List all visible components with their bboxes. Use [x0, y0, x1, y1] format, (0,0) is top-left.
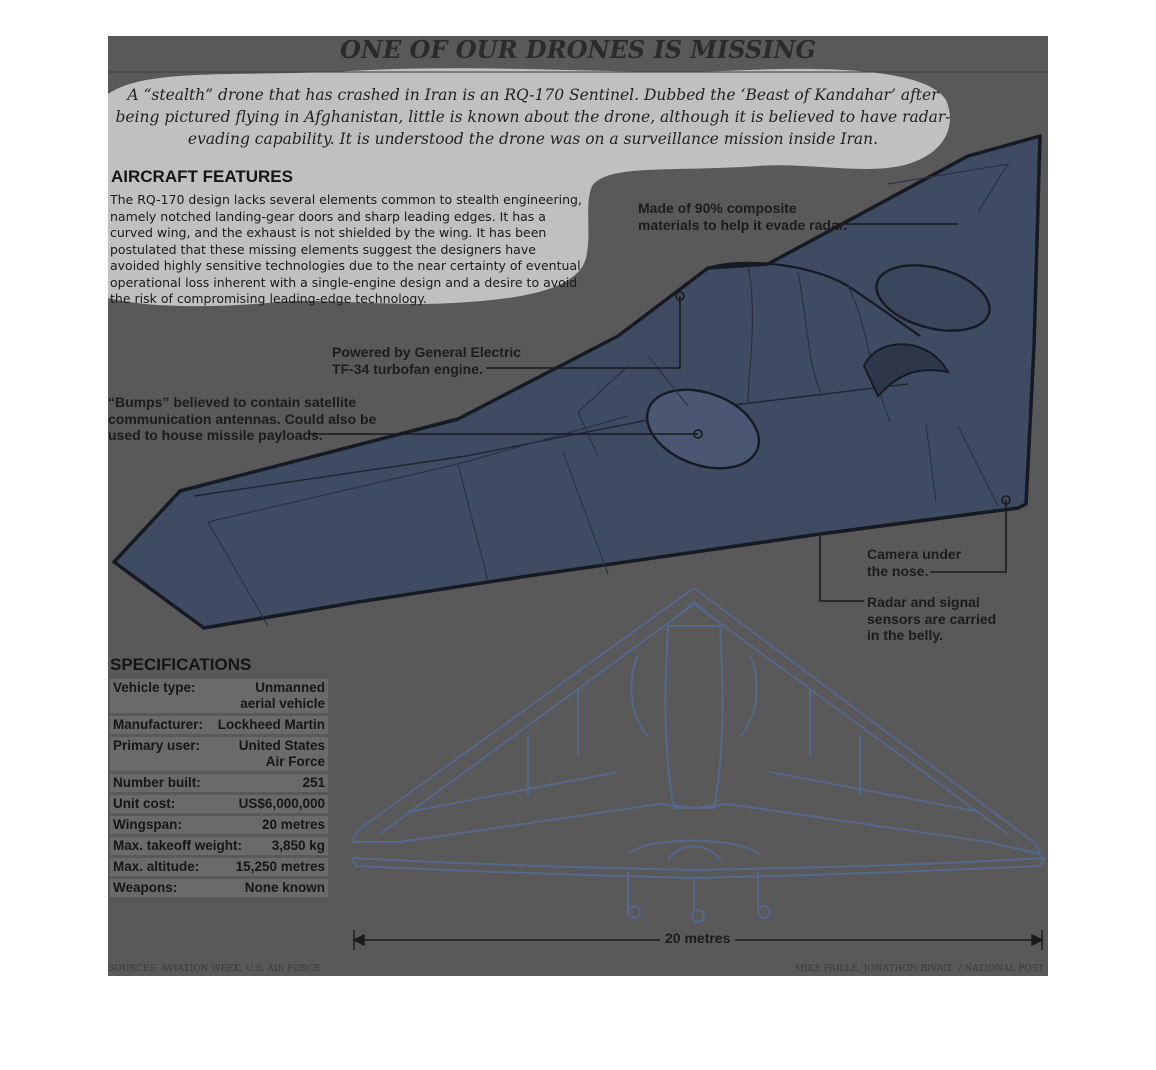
infographic-panel: [108, 36, 1048, 976]
spec-row: [110, 795, 328, 813]
spec-value: [239, 796, 325, 812]
spec-value-line: United States: [238, 738, 325, 753]
spec-value-line: 3,850 kg: [271, 838, 325, 853]
sources-text: SOURCES: AVIATION WEEK, U.S. AIR FORCE: [108, 964, 321, 974]
spec-label: Manufacturer:: [113, 717, 204, 732]
spec-row: [110, 737, 328, 771]
spec-label: Number built:: [113, 775, 201, 790]
features-heading: AIRCRAFT FEATURES: [111, 167, 293, 186]
spec-row: [110, 774, 328, 792]
callout-camera: Camera under the nose.: [867, 546, 962, 579]
spec-row: [110, 716, 328, 734]
spec-value: [239, 738, 325, 770]
spec-value: [218, 717, 325, 733]
spec-label: Unit cost:: [113, 796, 176, 811]
spec-label: Max. takeoff weight:: [113, 838, 243, 853]
spec-value: [240, 680, 325, 712]
page-title: ONE OF OUR DRONES IS MISSING: [339, 36, 816, 64]
spec-value-line: 20 metres: [261, 817, 325, 832]
credit-text: MIKE FAILLE, JONATHON RIVAIT / NATIONAL POST: [794, 964, 1044, 974]
spec-label: Wingspan:: [113, 817, 182, 832]
wingspan-label: 20 metres: [660, 930, 735, 946]
intro-text: A “stealth” drone that has crashed in Iran is an RQ-170 Sentinel. Dubbed the ‘Beast of Kandahar’ after being pictured flying in Afghanistan, little is known about the drone, although it is believed to have radar-evading capability. It is understood the drone was on a surveillance mission inside Iran.: [115, 86, 951, 148]
spec-value-line: None known: [244, 880, 325, 895]
spec-row: [110, 858, 328, 876]
drone-side-view: [352, 841, 1044, 923]
spec-label: Weapons:: [113, 880, 178, 895]
callout-radar: Radar and signal sensors are carried in the belly.: [867, 594, 997, 643]
spec-row: [110, 679, 328, 713]
specifications-heading: SPECIFICATIONS: [110, 655, 252, 674]
spec-value-line: Air Force: [265, 754, 325, 769]
spec-label: Vehicle type:: [113, 680, 196, 695]
spec-value: [245, 880, 325, 896]
specifications-table: [110, 679, 328, 900]
spec-value-line: Lockheed Martin: [217, 717, 325, 732]
spec-label: Primary user:: [113, 738, 201, 753]
spec-value: [272, 838, 325, 854]
features-body: The RQ-170 design lacks several elements common to stealth engineering, namely notched landing-gear doors and sharp leading edges. It has a curved wing, and the exhaust is not shielded by the wing. It has been postulated that these missing elements suggest the designers have avoided highly sensitive technologies due to the near certainty of eventual operational loss inherent with a single-engine design and a desire to avoid the risk of compromising leading-edge technology.: [110, 192, 582, 306]
spec-value: [262, 817, 325, 833]
spec-value: [236, 859, 325, 875]
spec-value-line: Unmanned: [255, 680, 325, 695]
spec-row: [110, 837, 328, 855]
spec-label: Max. altitude:: [113, 859, 200, 874]
spec-row: [110, 879, 328, 897]
spec-row: [110, 816, 328, 834]
callout-composite: Made of 90% composite materials to help it evade radar.: [638, 200, 848, 233]
spec-value-line: US$6,000,000: [238, 796, 325, 811]
spec-value-line: 15,250 metres: [235, 859, 325, 874]
callout-engine: Powered by General Electric TF-34 turbofan engine.: [332, 344, 522, 377]
spec-value-line: 251: [302, 775, 325, 790]
spec-value-line: aerial vehicle: [240, 696, 325, 711]
spec-value: [302, 775, 325, 791]
callout-bumps: “Bumps” believed to contain satellite communication antennas. Could also be used to house missile payloads.: [108, 394, 377, 443]
